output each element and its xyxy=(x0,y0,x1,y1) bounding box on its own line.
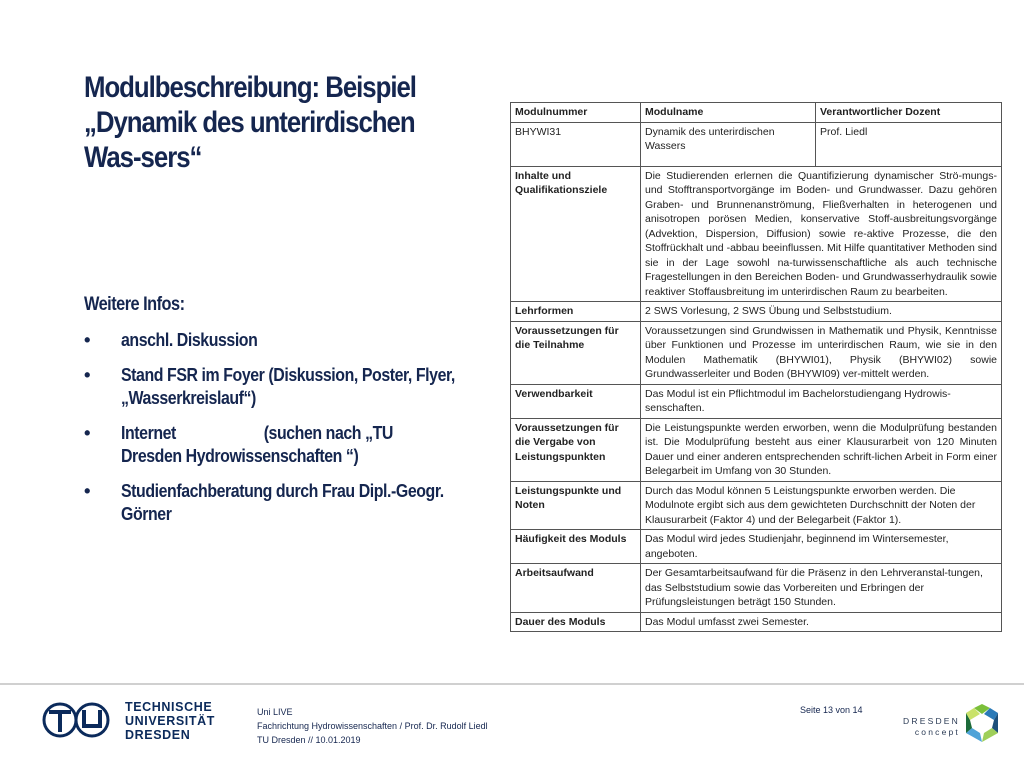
table-row xyxy=(511,418,1002,481)
bullet-item: • Stand FSR im Foyer (Diskussion, Poster, Flyer, „Wasserkreislauf“) xyxy=(84,364,455,408)
row-label-cell: Inhalte und Qualifikationsziele xyxy=(511,166,641,302)
table-row xyxy=(511,122,1002,166)
footer-event: Uni LIVE xyxy=(257,707,293,717)
row-label-cell: Voraussetzungen für die Vergabe von Leistungspunkten xyxy=(511,418,641,481)
lecturer-cell: Prof. Liedl xyxy=(816,122,1002,166)
slide-title xyxy=(84,70,419,175)
row-label-cell: Häufigkeit des Moduls xyxy=(511,530,641,564)
further-info-heading: Weitere Infos: xyxy=(84,294,185,315)
table-row xyxy=(511,321,1002,384)
table-row xyxy=(511,530,1002,564)
row-text-cell: Das Modul wird jedes Studienjahr, beginnend im Wintersemester, angeboten. xyxy=(641,530,1002,564)
row-label-cell: Verwendbarkeit xyxy=(511,384,641,418)
bullet-icon: • xyxy=(84,422,90,443)
row-text-cell: Das Modul umfasst zwei Semester. xyxy=(641,612,1002,632)
tu-dresden-logo xyxy=(42,700,215,746)
bullet-item: • Studienfachberatung durch Frau Dipl.-Geogr. Görner xyxy=(84,480,444,524)
dresden-concept-wordmark: DRESDEN concept xyxy=(903,716,960,737)
bullet-icon: • xyxy=(84,364,90,385)
table-row xyxy=(511,564,1002,613)
module-description-table xyxy=(510,102,1002,632)
row-text-cell: Voraussetzungen sind Grundwissen in Mathematik und Physik, Kenntnisse über Funktionen und Prozesse im unterirdischen Raum, wie sie in den Modulen Mathematik (BHYWI01), Physik (BHYWI02) sowie Grundwasserleiter und Boden (BHYWI09) ver-mittelt werden. xyxy=(641,321,1002,384)
header-cell: Modulnummer xyxy=(511,103,641,123)
table-row xyxy=(511,384,1002,418)
module-description-table-image xyxy=(490,102,998,680)
module-number-cell: BHYWI31 xyxy=(511,122,641,166)
dresden-concept-logo xyxy=(898,700,1008,750)
table-row xyxy=(511,166,1002,302)
row-label-cell: Lehrformen xyxy=(511,302,641,322)
row-text-cell: Die Leistungspunkte werden erworben, wenn die Modulprüfung bestanden ist. Die Modulprüfung besteht aus einer Klausurarbeit von 120 Minuten Dauer und einer anderen entsprechenden schrift-lichen Arbeit in Form einer Belegarbeit im Umfang von 30 Stunden. xyxy=(641,418,1002,481)
table-row xyxy=(511,302,1002,322)
title-line-2: „Dynamik des unterirdischen xyxy=(84,106,415,139)
bullet-icon: • xyxy=(84,480,90,501)
bullet-icon: • xyxy=(84,329,90,350)
footer-info xyxy=(257,705,488,747)
footer-date: TU Dresden // 10.01.2019 xyxy=(257,735,361,745)
title-line-1: Modulbeschreibung: Beispiel xyxy=(84,71,416,104)
header-cell: Modulname xyxy=(641,103,816,123)
row-text-cell: Das Modul ist ein Pflichtmodul im Bachelorstudiengang Hydrowis-senschaften. xyxy=(641,384,1002,418)
header-cell: Verantwortlicher Dozent xyxy=(816,103,1002,123)
footer-divider xyxy=(0,683,1024,685)
module-name-cell: Dynamik des unterirdischen Wassers xyxy=(641,122,816,166)
page-number: Seite 13 von 14 xyxy=(800,705,863,715)
row-text-cell: 2 SWS Vorlesung, 2 SWS Übung und Selbststudium. xyxy=(641,302,1002,322)
dresden-concept-emblem-icon xyxy=(960,702,1004,746)
bullet-item: • Internet (suchen nach „TU Dresden Hydrowissenschaften “) xyxy=(84,422,397,466)
table-row xyxy=(511,612,1002,632)
table-header-row xyxy=(511,103,1002,123)
info-bullet-list xyxy=(84,328,514,537)
tu-dresden-wordmark: TECHNISCHE UNIVERSITÄT DRESDEN xyxy=(125,700,215,742)
row-label-cell: Arbeitsaufwand xyxy=(511,564,641,613)
table-row xyxy=(511,481,1002,530)
title-line-3: Was-sers“ xyxy=(84,141,202,174)
row-text-cell: Der Gesamtarbeitsaufwand für die Präsenz in den Lehrveranstal-tungen, das Selbststudium sowie das Vorbereiten und Erbringen der Prüfungsleistungen beträgt 150 Stunden. xyxy=(641,564,1002,613)
row-text-cell: Die Studierenden erlernen die Quantifizierung dynamischer Strö-mungs- und Stofftransportvorgänge im Boden- und Grundwasser. Dazu gehören Graben- und Brunnenanströmung, Fließverhalten in heterogenen und anisotropen porösen Medien, konservative Stoff-ausbreitungsvorgänge (Advektion, Dispersion, Diffusion) sowie re-aktive Prozesse, die den Stoffrückhalt und -abbau beeinflussen. Mit Hilfe quantitativer Methoden sind sie in der Lage sowohl na-turwissenschaftliche als auch technische Fragestellungen in den Bereichen Boden- und Grundwasserhydraulik sowie reaktiver Stoffausbreitung im unterirdischen Raum zu bearbeiten. xyxy=(641,166,1002,302)
row-label-cell: Voraussetzungen für die Teilnahme xyxy=(511,321,641,384)
tu-dresden-emblem-icon xyxy=(42,702,112,742)
bullet-item: • anschl. Diskussion xyxy=(84,329,258,350)
row-text-cell: Durch das Modul können 5 Leistungspunkte erworben werden. Die Modulnote ergibt sich aus dem gewichteten Durchschnitt der Noten der Klausurarbeit (Faktor 4) und der Belegarbeit (Faktor 1). xyxy=(641,481,1002,530)
footer-department: Fachrichtung Hydrowissenschaften / Prof. Dr. Rudolf Liedl xyxy=(257,721,488,731)
row-label-cell: Leistungspunkte und Noten xyxy=(511,481,641,530)
row-label-cell: Dauer des Moduls xyxy=(511,612,641,632)
